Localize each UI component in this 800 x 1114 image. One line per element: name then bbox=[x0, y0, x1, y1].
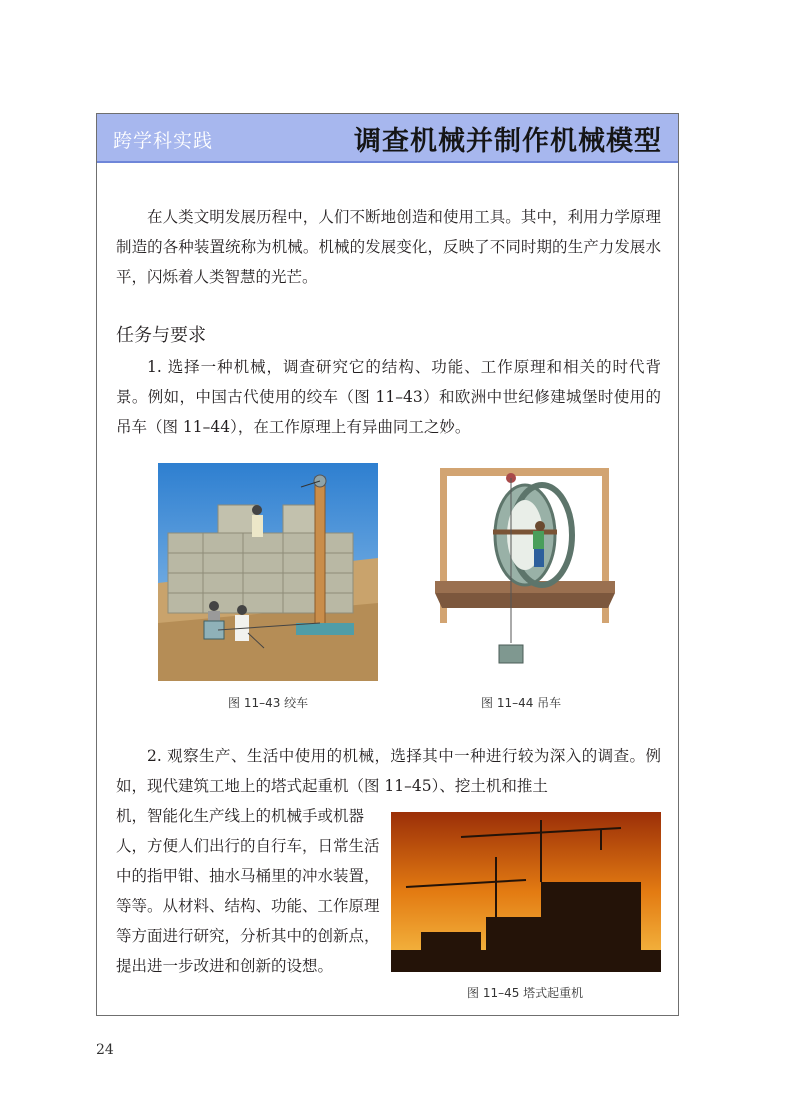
task-2-paragraph: 2. 观察生产、生活中使用的机械，选择其中一种进行较为深入的调查。例如，现代建筑工地上的塔式起重机（图 11–45）、挖土机和推土 bbox=[116, 747, 661, 795]
header-bar bbox=[97, 114, 678, 163]
treadwheel-crane-figure bbox=[430, 463, 620, 681]
figure-43-caption: 图 11–43 绞车 bbox=[228, 696, 309, 710]
intro-paragraph: 在人类文明发展历程中，人们不断地创造和使用工具。其中，利用力学原理制造的各种装置统称为机械。机械的发展变化，反映了不同时期的生产力发展水平，闪烁着人类智慧的光芒。 bbox=[116, 208, 661, 286]
page-title: 调查机械并制作机械模型 bbox=[354, 126, 662, 157]
windlass-figure bbox=[158, 463, 378, 681]
section-heading: 任务与要求 bbox=[116, 325, 206, 346]
sidebar-frame bbox=[96, 113, 679, 1016]
figure-44-caption: 图 11–44 吊车 bbox=[481, 696, 562, 710]
section-tag: 跨学科实践 bbox=[113, 130, 214, 152]
task-2-wrap-paragraph: 机，智能化生产线上的机械手或机器人，方便人们出行的自行车，日常生活中的指甲钳、抽水马桶里的冲水装置，等等。从材料、结构、功能、工作原理等方面进行研究，分析其中的创新点，提出进一步改进和创新的设想。 bbox=[116, 807, 380, 975]
figure-45-caption: 图 11–45 塔式起重机 bbox=[467, 986, 584, 1000]
task-1-paragraph: 1. 选择一种机械，调查研究它的结构、功能、工作原理和相关的时代背景。例如，中国古代使用的绞车（图 11–43）和欧洲中世纪修建城堡时使用的吊车（图 11–44），在工作原理上有异曲同工之妙。 bbox=[116, 358, 661, 436]
tower-crane-figure bbox=[391, 812, 661, 972]
page-number: 24 bbox=[96, 1042, 114, 1058]
